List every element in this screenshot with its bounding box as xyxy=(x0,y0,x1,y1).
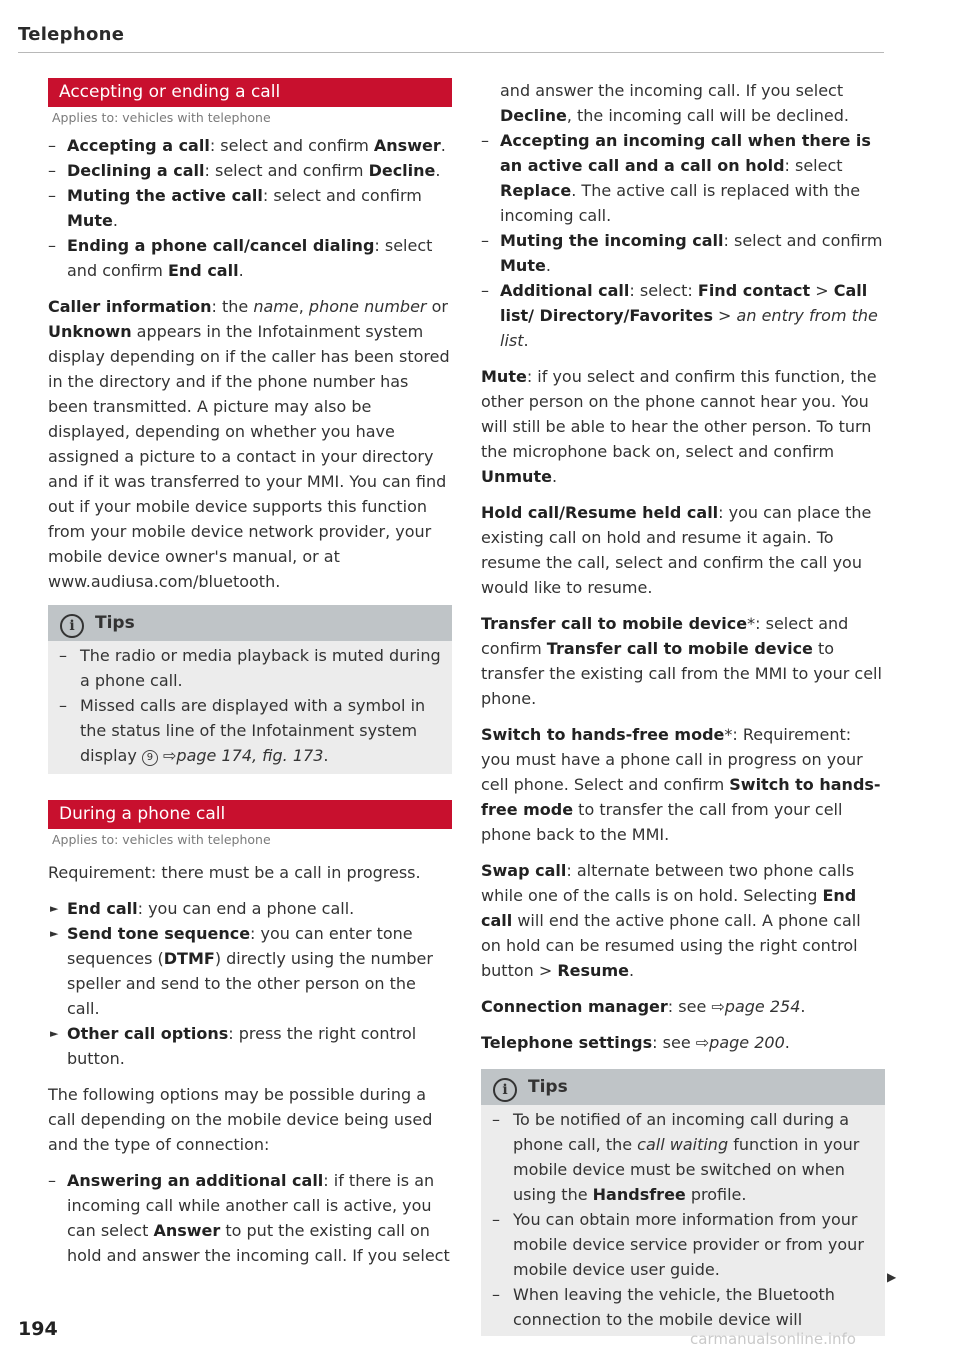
tips-header: i Tips xyxy=(48,605,452,641)
continue-arrow-icon: ▶ xyxy=(887,1270,897,1284)
section-title-during-call: During a phone call xyxy=(48,800,452,829)
page-reference-link[interactable]: page 254 xyxy=(724,997,801,1016)
tip-item: – When leaving the vehicle, the Bluetooth connection to the mobile device will xyxy=(492,1285,835,1329)
header-rule xyxy=(18,52,884,53)
requirement-text: Requirement: there must be a call in progress. xyxy=(48,863,421,882)
option-item: – Answering an additional call: if there is an incoming call while another call is active, you can select Answer to put the existing call on hold and answer the incoming call. If you select xyxy=(48,1171,450,1265)
step-arrow-icon: ► xyxy=(50,1027,59,1040)
status-symbol-icon: 9 xyxy=(142,750,158,766)
caller-information-paragraph: Caller information: the name, phone number or Unknown appears in the Infotainment system display depending on if the caller has been stored in the directory and if the phone number has been transmitted. A picture may also be displayed, depending on whether you have assigned a picture to a contact in your directory and if it was transferred to your MMI. You can find out if your mobile device supports this function from your mobile device network provider, your mobile device owner's manual, or at www.audiusa.com/bluetooth. xyxy=(48,297,450,591)
mute-paragraph: Mute: if you select and confirm this function, the other person on the phone cannot hear you. You will still be able to hear the other person. To turn the microphone back on, select and confirm Unmute. xyxy=(481,367,877,486)
applies-to-note: Applies to: vehicles with telephone xyxy=(52,832,271,847)
page-header-title: Telephone xyxy=(18,24,125,45)
option-item: – Muting the incoming call: select and confirm Mute. xyxy=(481,231,883,275)
right-column xyxy=(481,78,885,1336)
tips-box xyxy=(481,1069,885,1336)
applies-to-note: Applies to: vehicles with telephone xyxy=(52,110,271,125)
watermark: carmanualsonline.info xyxy=(690,1330,856,1348)
tip-item: – The radio or media playback is muted during a phone call. xyxy=(59,646,441,690)
option-item: – Additional call: select: Find contact > Call list/ Directory/Favorites > an entry from the list. xyxy=(481,281,878,350)
page-reference-link[interactable]: page 174, fig. 173 xyxy=(176,746,324,765)
list-item: – Declining a call: select and confirm Decline. xyxy=(48,161,441,180)
left-column xyxy=(48,78,452,1268)
arrow-icon: ⇨ xyxy=(695,1033,710,1052)
info-icon: i xyxy=(60,614,84,638)
section-title-accepting-ending: Accepting or ending a call xyxy=(48,78,452,107)
telephone-settings-paragraph: Telephone settings: see ⇨page 200. xyxy=(481,1033,790,1052)
tips-body xyxy=(48,641,452,774)
arrow-icon: ⇨ xyxy=(711,997,725,1016)
tips-body xyxy=(481,1105,885,1336)
swap-call-paragraph: Swap call: alternate between two phone calls while one of the calls is on hold. Selecting End call will end the active phone call. A phone call on hold can be resumed using the right control button > Resume. xyxy=(481,861,861,980)
step-item: ► Other call options: press the right control button. xyxy=(48,1021,452,1071)
hands-free-paragraph: Switch to hands-free mode*: Requirement: you must have a phone call in progress on your cell phone. Select and confirm Switch to hands-free mode to transfer the call from your cell phone back to the MMI. xyxy=(481,725,881,844)
list-item: – Muting the active call: select and confirm Mute. xyxy=(48,186,422,230)
step-arrow-icon: ► xyxy=(50,902,59,915)
transfer-call-paragraph: Transfer call to mobile device*: select and confirm Transfer call to mobile device to transfer the existing call from the MMI to your cell phone. xyxy=(481,614,882,708)
page-reference-link[interactable]: page 200 xyxy=(709,1033,785,1052)
connection-manager-paragraph: Connection manager: see ⇨page 254. xyxy=(481,997,806,1016)
step-arrow-icon: ► xyxy=(50,927,59,940)
list-item: – Ending a phone call/cancel dialing: select and confirm End call. xyxy=(48,236,433,280)
tips-box xyxy=(48,605,452,774)
hold-call-paragraph: Hold call/Resume held call: you can place the existing call on hold and resume it again. To resume the call, select and confirm the call you would like to resume. xyxy=(481,503,872,597)
step-item: ► Send tone sequence: you can enter tone sequences (DTMF) directly using the number speller and send to the other person on the call. xyxy=(48,921,452,1021)
page-number: 194 xyxy=(18,1318,58,1340)
step-item: ► End call: you can end a phone call. xyxy=(48,896,452,921)
tip-item: – You can obtain more information from your mobile device service provider or from your mobile device user guide. xyxy=(492,1210,864,1279)
info-icon: i xyxy=(493,1078,517,1102)
tip-item: – To be notified of an incoming call during a phone call, the call waiting function in your mobile device must be switched on when using the Handsfree profile. xyxy=(492,1110,860,1204)
tips-header: i Tips xyxy=(481,1069,885,1105)
option-item-continued: and answer the incoming call. If you select Decline, the incoming call will be declined. xyxy=(500,81,850,125)
arrow-icon: ⇨ xyxy=(163,746,177,765)
list-item: – Accepting a call: select and confirm Answer. xyxy=(48,136,446,155)
following-options-text: The following options may be possible during a call depending on the mobile device being used and the type of connection: xyxy=(48,1085,433,1154)
option-item: – Accepting an incoming call when there is an active call and a call on hold: select Replace. The active call is replaced with the incoming call. xyxy=(481,131,871,225)
tip-item: – Missed calls are displayed with a symbol in the status line of the Infotainment system display 9 ⇨page 174, fig. 173. xyxy=(59,696,426,765)
